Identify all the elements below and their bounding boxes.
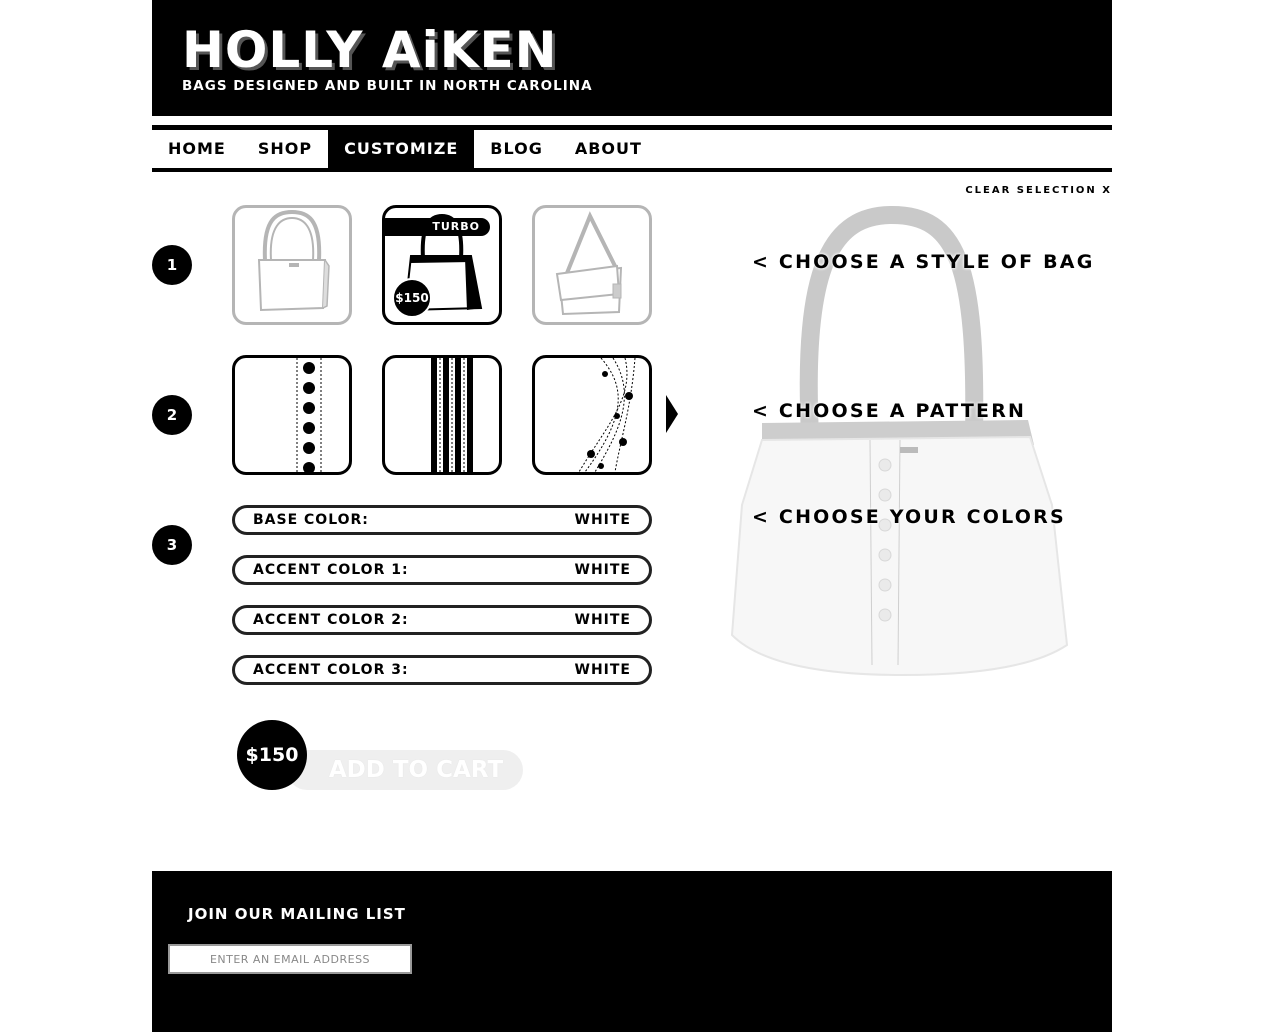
accent-color-3-value: WHITE (574, 662, 631, 678)
messenger-bag-icon (535, 208, 649, 322)
step-2-badge: 2 (152, 395, 192, 435)
accent-color-2-value: WHITE (574, 612, 631, 628)
instruction-colors: < CHOOSE YOUR COLORS (752, 506, 1066, 528)
accent-color-1-label: ACCENT COLOR 1: (253, 562, 409, 578)
beads-pattern-icon (535, 358, 649, 472)
dots-pattern-icon (235, 358, 349, 472)
nav-item-home[interactable]: HOME (168, 139, 226, 158)
step-1-badge: 1 (152, 245, 192, 285)
tote-bag-icon (235, 208, 349, 322)
style-option-tote[interactable] (232, 205, 352, 325)
site-header (152, 0, 1112, 116)
style-option-messenger[interactable] (532, 205, 652, 325)
site-footer (152, 871, 1112, 1032)
nav-item-shop[interactable]: SHOP (257, 139, 313, 158)
nav-divider-bottom (152, 168, 1112, 172)
total-price-badge: $150 (237, 720, 307, 790)
style-price-badge: $150 (392, 278, 432, 318)
main-nav (152, 130, 658, 168)
accent-color-3-selector[interactable] (232, 655, 652, 685)
instruction-pattern: < CHOOSE A PATTERN (752, 400, 1027, 422)
accent-color-3-label: ACCENT COLOR 3: (253, 662, 409, 678)
instruction-style: < CHOOSE A STYLE OF BAG (752, 251, 1095, 273)
base-color-value: WHITE (574, 512, 631, 528)
page-container (152, 0, 1112, 1032)
accent-color-2-label: ACCENT COLOR 2: (253, 612, 409, 628)
pattern-option-dots[interactable] (232, 355, 352, 475)
pattern-option-stripes[interactable] (382, 355, 502, 475)
nav-item-blog[interactable]: BLOG (490, 139, 543, 158)
brand-logo[interactable]: HOLLY AiKEN (182, 21, 558, 79)
nav-item-customize[interactable]: CUSTOMIZE (328, 130, 474, 168)
style-option-turbo[interactable] (382, 205, 502, 325)
accent-color-1-selector[interactable] (232, 555, 652, 585)
mailing-list-title: JOIN OUR MAILING LIST (188, 905, 406, 923)
turbo-badge: TURBO (385, 218, 490, 236)
accent-color-2-selector[interactable] (232, 605, 652, 635)
nav-item-about[interactable]: ABOUT (574, 139, 642, 158)
step-3-badge: 3 (152, 525, 192, 565)
add-to-cart-button[interactable]: ADD TO CART (287, 750, 523, 790)
pattern-option-beads[interactable] (532, 355, 652, 475)
clear-selection-link[interactable]: CLEAR SELECTION X (965, 185, 1112, 196)
bag-preview-image (722, 205, 1082, 695)
email-input[interactable] (168, 944, 412, 974)
brand-tagline: BAGS DESIGNED AND BUILT IN NORTH CAROLINA (182, 78, 593, 94)
accent-color-1-value: WHITE (574, 562, 631, 578)
base-color-label: BASE COLOR: (253, 512, 369, 528)
base-color-selector[interactable] (232, 505, 652, 535)
stripes-pattern-icon (385, 358, 499, 472)
pattern-next-arrow[interactable] (666, 395, 678, 433)
